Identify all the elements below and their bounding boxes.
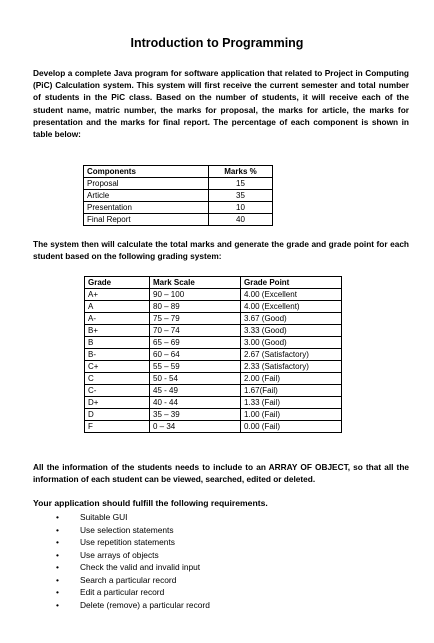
table-cell: 3.67 (Good) (241, 313, 342, 325)
bullet-icon: • (56, 587, 59, 597)
table-header-cell: Marks % (209, 166, 273, 178)
list-item-text: Use repetition statements (80, 537, 175, 547)
table-cell: Final Report (84, 214, 209, 226)
table-cell: C- (85, 385, 150, 397)
table-row (85, 421, 342, 433)
intro-paragraph: Develop a complete Java program for software application that related to Project in Computing (PiC) Calculation system. This system will first receive the current semester and total number of students in the PiC class. Based on the number of students, it will receive each of the student name, matric number, the marks for proposal, the marks for article, the marks for presentation and the marks for final report. The percentage of each component is shown in table below: (33, 68, 409, 140)
table-row (85, 361, 342, 373)
table-cell: F (85, 421, 150, 433)
list-item (56, 524, 210, 537)
table-cell: 1.67(Fail) (241, 385, 342, 397)
list-item-text: Use selection statements (80, 524, 174, 535)
table-cell: 2.00 (Fail) (241, 373, 342, 385)
table-cell: 65 – 69 (150, 337, 241, 349)
table-cell: Presentation (84, 202, 209, 214)
table-cell: 75 – 79 (150, 313, 241, 325)
table-cell: 50 - 54 (150, 373, 241, 385)
bullet-icon: • (56, 574, 59, 585)
table-cell: A- (85, 313, 150, 325)
table-cell: B+ (85, 325, 150, 337)
list-item (56, 549, 210, 562)
table-header-cell: Grade Point (241, 277, 342, 289)
table-cell: 55 – 59 (150, 361, 241, 373)
table-cell: 35 – 39 (150, 409, 241, 421)
list-item-text: Check the valid and invalid input (80, 562, 201, 572)
list-item-text: Use arrays of objects (80, 549, 159, 560)
table-row (85, 325, 342, 337)
table-cell: 45 - 49 (150, 385, 241, 397)
table-row (84, 190, 273, 202)
table-cell: 3.00 (Good) (241, 337, 342, 349)
table-row (85, 397, 342, 409)
requirements-list (56, 511, 210, 611)
table-cell: A (85, 301, 150, 313)
bullet-icon: • (56, 524, 59, 535)
list-item (56, 536, 210, 549)
table-row (85, 349, 342, 361)
list-item (56, 599, 210, 612)
table-cell: C+ (85, 361, 150, 373)
bullet-icon: • (56, 537, 59, 547)
table-cell: 15 (209, 178, 273, 190)
table-header-cell: Mark Scale (150, 277, 241, 289)
table-header-row (85, 277, 342, 289)
table-cell: 80 – 89 (150, 301, 241, 313)
table-cell: 2.33 (Satisfactory) (241, 361, 342, 373)
table-header-cell: Grade (85, 277, 150, 289)
list-item-text: Edit a particular record (80, 587, 165, 597)
table-row (85, 373, 342, 385)
components-table (83, 165, 273, 226)
table-cell: 1.33 (Fail) (241, 397, 342, 409)
table-cell: B- (85, 349, 150, 361)
table-row (85, 409, 342, 421)
table-cell: D+ (85, 397, 150, 409)
table-cell: 35 (209, 190, 273, 202)
table-cell: 60 – 64 (150, 349, 241, 361)
table-cell: 40 (209, 214, 273, 226)
table-cell: Article (84, 190, 209, 202)
table-cell: 2.67 (Satisfactory) (241, 349, 342, 361)
table-row (85, 313, 342, 325)
table-cell: 4.00 (Excellent (241, 289, 342, 301)
bullet-icon: • (56, 549, 59, 560)
table-row (84, 214, 273, 226)
table-cell: 1.00 (Fail) (241, 409, 342, 421)
table-row (85, 337, 342, 349)
list-item-text: Search a particular record (80, 574, 177, 585)
table-row (85, 385, 342, 397)
requirements-heading: Your application should fulfill the following requirements. (33, 498, 268, 508)
list-item-text: Delete (remove) a particular record (80, 599, 210, 610)
bullet-icon: • (56, 512, 59, 522)
table-cell: C (85, 373, 150, 385)
table-cell: A+ (85, 289, 150, 301)
array-paragraph: All the information of the students needs to include to an ARRAY OF OBJECT, so that all the information of each student can be viewed, searched, edited or deleted. (33, 462, 409, 485)
table-cell: 3.33 (Good) (241, 325, 342, 337)
bullet-icon: • (56, 599, 59, 610)
table-cell: 10 (209, 202, 273, 214)
table-cell: Proposal (84, 178, 209, 190)
list-item (56, 574, 210, 587)
table-row (85, 301, 342, 313)
table-cell: 0 – 34 (150, 421, 241, 433)
table-cell: 90 – 100 (150, 289, 241, 301)
table-header-cell: Components (84, 166, 209, 178)
grading-intro-paragraph: The system then will calculate the total marks and generate the grade and grade point for each student based on the following grading system: (33, 239, 409, 262)
list-item (56, 586, 210, 599)
list-item-text: Suitable GUI (80, 512, 128, 522)
bullet-icon: • (56, 562, 59, 572)
table-cell: 0.00 (Fail) (241, 421, 342, 433)
table-cell: D (85, 409, 150, 421)
grading-table (84, 276, 342, 433)
table-cell: B (85, 337, 150, 349)
list-item (56, 561, 210, 574)
table-row (85, 289, 342, 301)
table-cell: 4.00 (Excellent) (241, 301, 342, 313)
table-cell: 40 - 44 (150, 397, 241, 409)
table-row (84, 178, 273, 190)
table-row (84, 202, 273, 214)
table-header-row (84, 166, 273, 178)
list-item (56, 511, 210, 524)
page-title: Introduction to Programming (130, 36, 304, 50)
table-cell: 70 – 74 (150, 325, 241, 337)
